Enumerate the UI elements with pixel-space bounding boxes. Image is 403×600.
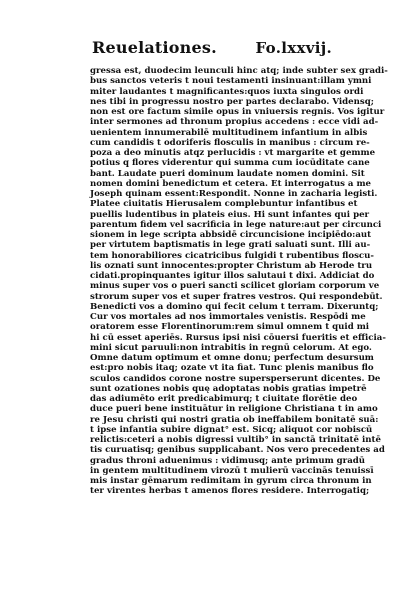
text-line: non est ore factum simile opus in vniuersis regnis. Vos igitur (90, 107, 385, 117)
text-line: Joseph quinam essent:Respondit. Nonne in zacharia legisti. (90, 189, 378, 199)
text-line: bant. Laudate pueri dominum laudate nomen domini. Sit (90, 168, 365, 179)
text-line: mis instar gēmarum redimitam in gyrum circa thronum in (90, 476, 372, 486)
text-line: re Jesu christi qui nostri gratia ob ineffabilem bonitatē suā: (90, 414, 379, 425)
text-line: miter laudantes t magnificantes:quos iuxta singulos ordi (90, 86, 364, 97)
text-line: strorum super vos et super fratres vestros. Qui respondebūt. (90, 291, 383, 302)
text-line: Benedicti vos a domino qui fecit celum t terram. Dixeruntq; (90, 301, 379, 312)
text-line: lis oznati sunt innocentes:propter Christum ab Herode tru (90, 260, 373, 271)
folio-number: Fo.lxxvij. (255, 39, 332, 57)
text-line: cidati.propinquantes igitur illos salutaui t dixi. Addiciat do (90, 271, 375, 281)
text-line: sunt ozationes nobis quę adoptatas nobis gratias impetrē (90, 383, 367, 394)
text-line: t ipse infantia subire dignat° est. Sicq; aliquot cor nobiscū (90, 424, 373, 435)
text-line: oratorem esse Florentinorum:rem simul omnem t quid mi (90, 322, 370, 333)
text-line: duce pueri bene instituātur in religione Christiana t in amo (90, 404, 378, 415)
text-line: ter virentes herbas t amenos flores residere. Interrogatiq; (90, 486, 370, 497)
body-text (90, 66, 388, 497)
text-line: parentum fidem vel sacrificia in lege nature:aut per circunci (90, 219, 382, 230)
text-line: sionem in lege scripta abbsidē circuncisione incipiēdo:aut (90, 230, 372, 240)
text-line: sculos candidos corone nostre supersperserunt dicentes. De (90, 373, 381, 384)
text-line: nomen domini benedictum et cetera. Et interrogatus a me (90, 178, 372, 189)
text-line: minus super vos o pueri sancti scilicet gloriam corporum ve (90, 281, 380, 292)
text-line: relictis:ceteri a nobis digressi vultib° in sanctā trinitatē intē (90, 435, 381, 445)
text-line: per virtutem baptismatis in lege grati saluati sunt. Illi au- (90, 240, 371, 251)
text-line: nes tibi in progressu nostro per partes declarabo. Vidensq; (90, 96, 374, 107)
text-line: poza a deo minutis atqz perlucidis : vt margarite et gemme (90, 148, 376, 158)
text-line: est:pro nobis itaq; ozate vt ita fiat. Tunc plenis manibus flo (90, 363, 374, 374)
text-line: gressa est, duodecim leunculi hinc atq; inde subter sex gradi- (90, 66, 388, 76)
text-line: tem honorabiliores cicatricibus fulgidi t rubentibus floscu- (90, 250, 374, 261)
text-line: hi cū esset aperiēs. Rursus ipsi nisi cōuersi fueritis et efficia- (90, 332, 386, 343)
page-header (92, 38, 332, 60)
text-line: Platee ciuitatis Hierusalem complebuntur infantibus et (90, 199, 358, 210)
text-line: mini sicut paruuli:non intrabitis in regnū celorum. At ego. (90, 342, 372, 353)
text-line: das adiumēto erit predicabimurq; t ciuitate florētie deo (90, 394, 358, 404)
text-line: Omne datum optimum et omne donu; perfectum desursum (90, 353, 374, 363)
text-line: puellis ludentibus in plateis eius. Hi sunt infantes qui per (90, 209, 370, 220)
text-line: inter sermones ad thronum propius accedens : ecce vidi ad- (90, 117, 379, 128)
text-line: potius q flores viderentur qui summa cum iocūditate cane (90, 158, 370, 169)
text-line: uenientem innumerabilē multitudinem infantium in albis (90, 127, 368, 138)
text-line: Cur vos mortales ad nos immortales venistis. Respōdi me (90, 312, 366, 322)
running-head: Reuelationes. (92, 38, 217, 57)
text-line: in gentem multitudinem virozū t mulierū vaccinās tenuissī (90, 465, 374, 476)
text-line: bus sanctos veteris t noui testamenti insinuant:illam ymni (90, 76, 372, 87)
text-line: tis curuatisq; genibus supplicabant. Nos vero precedentes ad (90, 445, 385, 456)
text-line: cum candidis t odoriferis flosculis in manibus : circum re- (90, 137, 370, 148)
text-line: gradus throni aduenimus : vidimusq; ante primum gradū (90, 455, 366, 466)
